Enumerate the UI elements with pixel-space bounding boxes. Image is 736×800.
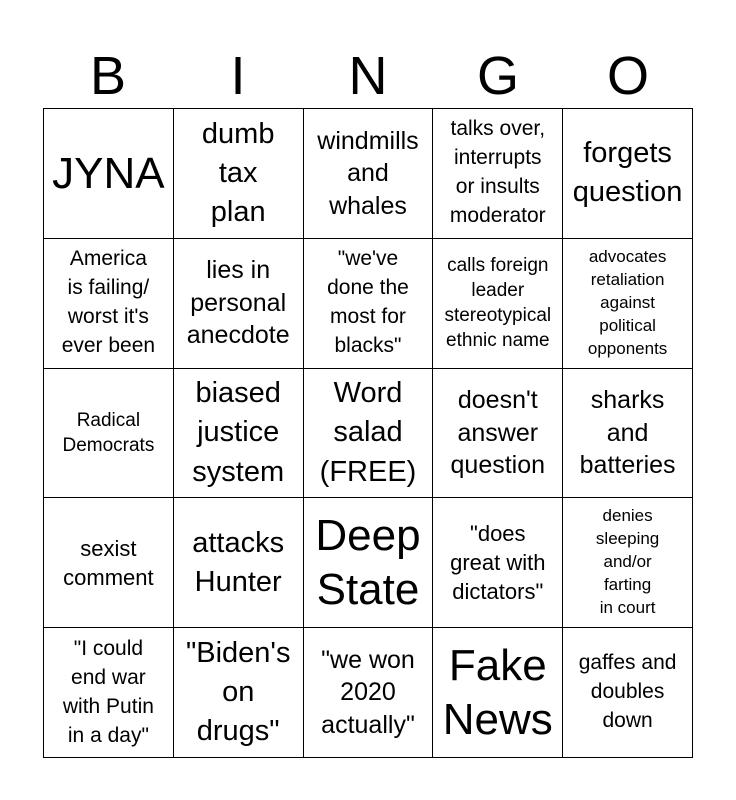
header-letter-n: N	[348, 46, 388, 106]
bingo-cell-r1c2[interactable]: dumb tax plan	[174, 109, 304, 239]
bingo-cell-r1c3[interactable]: windmills and whales	[304, 109, 434, 239]
bingo-cell-r5c5[interactable]: gaffes and doubles down	[563, 628, 693, 758]
bingo-cell-r5c3[interactable]: "we won 2020 actually"	[304, 628, 434, 758]
bingo-cell-r3c5[interactable]: sharks and batteries	[563, 369, 693, 499]
bingo-cell-r5c4[interactable]: Fake News	[433, 628, 563, 758]
bingo-board	[43, 108, 693, 758]
header-letter-b: B	[89, 46, 127, 106]
header-letter-i: I	[230, 46, 246, 106]
bingo-cell-r1c1[interactable]: JYNA	[44, 109, 174, 239]
bingo-cell-r2c5[interactable]: advocates retaliation against political opponents	[563, 239, 693, 369]
bingo-cell-r1c4[interactable]: talks over, interrupts or insults moderator	[433, 109, 563, 239]
bingo-cell-r4c5[interactable]: denies sleeping and/or farting in court	[563, 498, 693, 628]
bingo-cell-r3c1[interactable]: Radical Democrats	[44, 369, 174, 499]
bingo-cell-r5c2[interactable]: "Biden's on drugs"	[174, 628, 304, 758]
bingo-cell-r2c1[interactable]: America is failing/ worst it's ever been	[44, 239, 174, 369]
bingo-cell-r2c2[interactable]: lies in personal anecdote	[174, 239, 304, 369]
bingo-header	[43, 44, 693, 108]
header-letter-o: O	[606, 46, 649, 106]
bingo-cell-r4c1[interactable]: sexist comment	[44, 498, 174, 628]
bingo-cell-r4c3[interactable]: Deep State	[304, 498, 434, 628]
bingo-cell-r5c1[interactable]: "I could end war with Putin in a day"	[44, 628, 174, 758]
bingo-cell-r3c4[interactable]: doesn't answer question	[433, 369, 563, 499]
bingo-cell-r2c4[interactable]: calls foreign leader stereotypical ethnic name	[433, 239, 563, 369]
bingo-cell-r2c3[interactable]: "we've done the most for blacks"	[304, 239, 434, 369]
bingo-cell-r3c3-free[interactable]: Word salad (FREE)	[304, 369, 434, 499]
bingo-cell-r4c4[interactable]: "does great with dictators"	[433, 498, 563, 628]
bingo-cell-r3c2[interactable]: biased justice system	[174, 369, 304, 499]
header-letter-g: G	[476, 46, 519, 106]
bingo-cell-r1c5[interactable]: forgets question	[563, 109, 693, 239]
bingo-cell-r4c2[interactable]: attacks Hunter	[174, 498, 304, 628]
